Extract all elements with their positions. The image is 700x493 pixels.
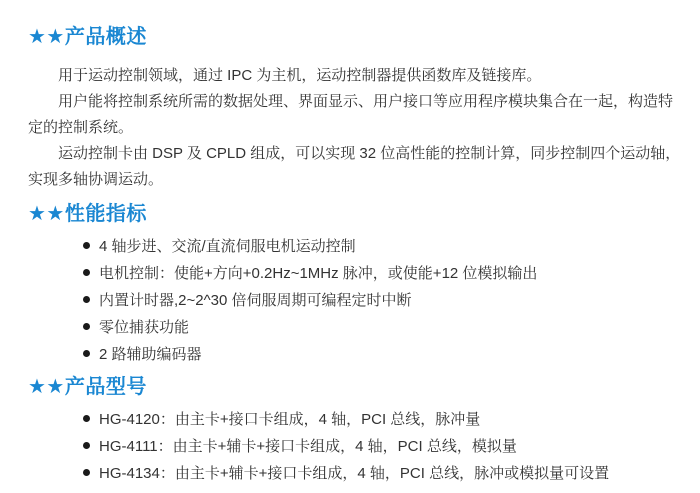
bullet-text: 4 轴步进、交流/直流伺服电机运动控制 (99, 238, 356, 255)
list-item (83, 313, 676, 340)
bullet-text: 电机控制：使能+方向+0.2Hz~1MHz 脉冲，或使能+12 位模拟输出 (99, 265, 538, 282)
paragraph-line: 用于运动控制领域，通过 IPC 为主机，运动控制器提供函数库及链接库。 (58, 67, 542, 84)
performance-specs-list (28, 232, 676, 367)
product-models-list (28, 405, 676, 486)
paragraph-line: 实现多轴协调运动。 (28, 171, 164, 188)
list-item (83, 286, 676, 313)
bullet-dot-icon (83, 296, 90, 303)
bullet-dot-icon (83, 242, 90, 249)
overview-paragraphs (28, 63, 681, 193)
paragraph-line: 定的控制系统。 (28, 119, 134, 136)
section-heading-product-overview: ★★产品概述 (28, 26, 147, 48)
list-item (83, 459, 676, 486)
bullet-text: 零位捕获功能 (99, 319, 190, 336)
list-item (83, 432, 676, 459)
bullet-text: 内置计时器,2~2^30 倍伺服周期可编程定时中断 (99, 292, 412, 309)
list-item (83, 405, 676, 432)
bullet-dot-icon (83, 269, 90, 276)
bullet-dot-icon (83, 469, 90, 476)
list-item (83, 259, 676, 286)
bullet-dot-icon (83, 415, 90, 422)
section-heading-product-models: ★★产品型号 (28, 376, 147, 398)
list-item (83, 340, 676, 367)
bullet-text: HG-4120：由主卡+接口卡组成，4 轴，PCI 总线，脉冲量 (99, 411, 481, 428)
paragraph-line: 运动控制卡由 DSP 及 CPLD 组成，可以实现 32 位高性能的控制计算，同步控制四个运动轴， (58, 145, 681, 162)
bullet-text: HG-4134：由主卡+辅卡+接口卡组成，4 轴，PCI 总线，脉冲或模拟量可设置 (99, 465, 610, 482)
bullet-dot-icon (83, 350, 90, 357)
bullet-text: HG-4111：由主卡+辅卡+接口卡组成，4 轴，PCI 总线，模拟量 (99, 438, 517, 455)
list-item (83, 232, 676, 259)
bullet-text: 2 路辅助编码器 (99, 346, 202, 363)
bullet-dot-icon (83, 442, 90, 449)
bullet-dot-icon (83, 323, 90, 330)
paragraph-line: 用户能将控制系统所需的数据处理、界面显示、用户接口等应用程序模块集合在一起，构造特 (58, 93, 674, 110)
section-heading-performance-specs: ★★性能指标 (28, 203, 147, 225)
